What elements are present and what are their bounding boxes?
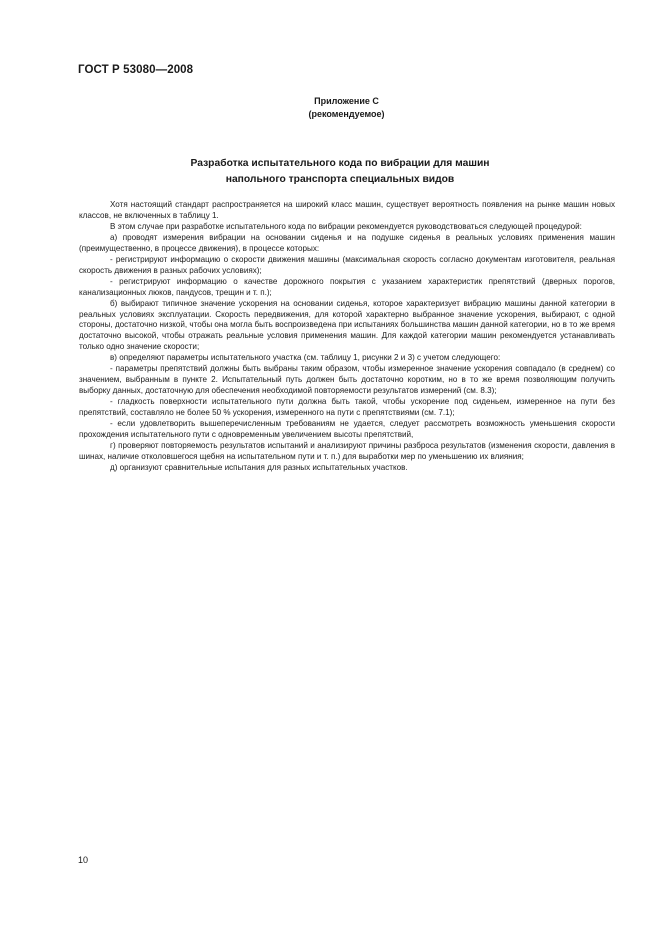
section-title-line-1: Разработка испытательного кода по вибрации для машин [190,158,490,169]
paragraph: б) выбирают типичное значение ускорения на основании сиденья, которое характеризует вибрацию машины данной категории в реальных условиях эксплуатации. Скорость передвижения, для которой характерно выбранное значение ускорения, выбирают, с одной стороны, достаточно низкой, чтобы она могла быть воспроизведена при испытаниях большинства машин данной категории, но в то же время достаточно высокой, чтобы отражать реальные условия применения машин. Для каждой категории машин рекомендуется устанавливать только одно значение скорости; [79,298,615,352]
appendix-label: Приложение С [314,96,379,106]
appendix-status: (рекомендуемое) [308,109,385,119]
appendix-heading [0,95,661,121]
paragraph: - параметры препятствий должны быть выбраны таким образом, чтобы измеренное значение ускорения совпадало (в среднем) со значением, выбранным в пункте 2. Испытательный путь должен быть достаточно коротким, но в то же время позволяющим получить выборку данных, достаточную для обеспечения необходимой повторяемости результатов измерений (см. 8.3); [79,364,615,396]
document-header: ГОСТ Р 53080—2008 [78,64,194,76]
section-title [100,156,580,188]
page-number: 10 [78,855,89,865]
paragraph: Хотя настоящий стандарт распространяется на широкий класс машин, существует вероятность появления на рынке машин новых классов, не включенных в таблицу 1. [79,200,615,220]
paragraph: г) проверяют повторяемость результатов испытаний и анализируют причины разброса результатов (изменения скорости, давления в шинах, наличие отколовшегося щебня на испытательном пути и т. п.) для выработки мер по уменьшению их влияния; [79,440,615,461]
paragraph: д) организуют сравнительные испытания для разных испытательных участков. [110,462,408,472]
paragraph: в) определяют параметры испытательного участка (см. таблицу 1, рисунки 2 и 3) с учетом следующего: [110,353,501,363]
paragraph: - регистрируют информацию о качестве дорожного покрытия с указанием характеристик препятствий (дверных порогов, канализационных люков, пандусов, трещин и т. п.); [79,276,615,297]
paragraph: - если удовлетворить вышеперечисленным требованиям не удается, следует рассмотреть возможность уменьшения скорости прохождения испытательного пути с одновременным увеличением высоты препятствий, [79,419,615,440]
section-title-line-2: напольного транспорта специальных видов [225,174,455,185]
paragraph: - регистрируют информацию о скорости движения машины (максимальная скорость согласно документам изготовителя, реальная скорость движения в разных рабочих условиях); [79,254,615,275]
paragraph: - гладкость поверхности испытательного пути должна быть такой, чтобы ускорение под сиденьем, измеренное на пути без препятствий, составляло не более 50 % ускорения, измеренного на пути с препятствиями (см. 7.1); [79,397,615,418]
body-text [79,200,615,474]
paragraph: В этом случае при разработке испытательного кода по вибрации рекомендуется руководствоваться следующей процедурой: [110,221,582,231]
paragraph: а) проводят измерения вибрации на основании сиденья и на подушке сиденья в реальных условиях применения машин (преимущественно, в процессе движения), в процессе которых: [79,232,615,253]
